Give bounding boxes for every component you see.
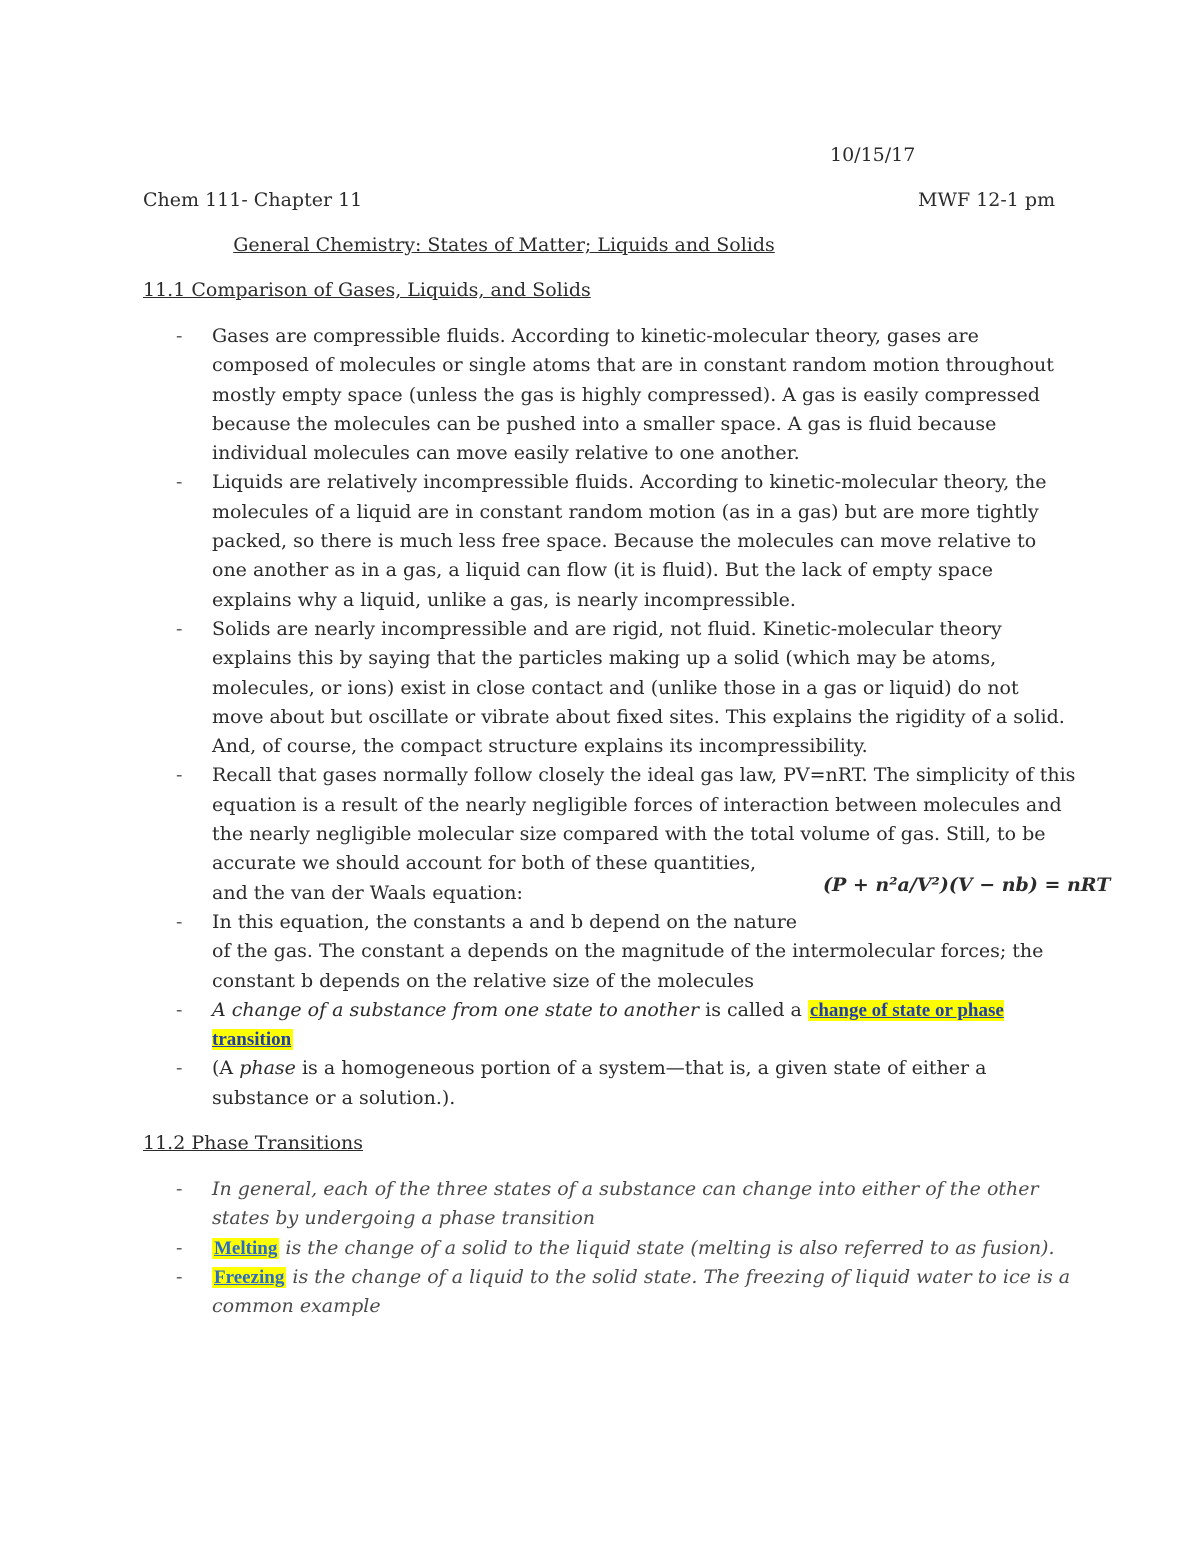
section-1-list (176, 322, 1076, 1113)
list-item (176, 322, 1076, 468)
schedule-label: MWF 12-1 pm (918, 189, 1056, 211)
list-item (176, 1175, 1076, 1234)
list-item (176, 615, 1076, 761)
bullet-text: is the change of a liquid to the solid state. The freezing of liquid water to ice is a common example (212, 1265, 1071, 1318)
bullet-text: and the van der Waals equation: (212, 881, 523, 904)
section-heading-11-2: 11.2 Phase Transitions (143, 1132, 364, 1154)
section-heading-11-1: 11.1 Comparison of Gases, Liquids, and Solids (143, 279, 591, 301)
bullet-text: of the gas. The constant a depends on the magnitude of the intermolecular forces; the constant b depends on the relative size of the molecules (212, 940, 1044, 992)
highlighted-term[interactable]: Freezing (214, 1266, 285, 1288)
list-item (176, 1263, 1076, 1322)
list-item (176, 996, 1076, 1055)
bullet-text: Recall that gases normally follow closely the ideal gas law, PV=nRT. The simplicity of this equation is a result of the nearly negligible forces of interaction between molecules and the nearly negligible molecular size compared with the total volume of gas. Still, to be accurate we should account for both of these quantities, (212, 764, 1076, 875)
italic-text: A change of a substance from one state to another (212, 998, 700, 1021)
van-der-waals-equation: (P + n²a/V²)(V − nb) = nRT (823, 874, 1111, 896)
list-item (176, 1234, 1076, 1263)
bullet-text: Gases are compressible fluids. According to kinetic-molecular theory, gases are composed of molecules or single atoms that are in constant random motion throughout mostly empty space (unless the gas is highly compressed). A gas is easily compressed because the molecules can be pushed into a smaller space. A gas is fluid because individual molecules can move easily relative to one another. (212, 325, 1054, 465)
bullet-text: (A (212, 1057, 240, 1080)
bullet-text: Solids are nearly incompressible and are rigid, not fluid. Kinetic-molecular theory explains this by saying that the particles making up a solid (which may be atoms, molecules, or ions) exist in close contact and (unlike those in a gas or liquid) do not move about but oscillate or vibrate about fixed sites. This explains the rigidity of a solid. And, of course, the compact structure explains its incompressibility. (212, 617, 1065, 758)
bullet-text: is a homogeneous portion of a system—that is, a given state of either a substance or a solution.). (212, 1057, 987, 1109)
bullet-text: is called a (699, 998, 808, 1021)
italic-text: phase (239, 1057, 296, 1080)
date: 10/15/17 (830, 144, 916, 166)
document-title: General Chemistry: States of Matter; Liquids and Solids (233, 234, 775, 256)
highlighted-term[interactable]: change of state or phase transition (212, 999, 1004, 1051)
bullet-text: In general, each of the three states of a substance can change into either of the other states by undergoing a phase transition (212, 1178, 1039, 1230)
bullet-text: In this equation, the constants a and b depend on the nature (212, 910, 798, 933)
course-label: Chem 111- Chapter 11 (143, 189, 363, 211)
section-2-list (176, 1175, 1076, 1321)
highlighted-term[interactable]: Melting (214, 1237, 278, 1259)
list-item (176, 1054, 1076, 1113)
list-item (176, 468, 1076, 614)
bullet-text: is the change of a solid to the liquid state (melting is also referred to as fusion). (279, 1236, 1055, 1259)
bullet-text: Liquids are relatively incompressible fluids. According to kinetic-molecular theory, the molecules of a liquid are in constant random motion (as in a gas) but are more tightly packed, so there is much less free space. Because the molecules can move relative to one another as in a gas, a liquid can flow (it is fluid). But the lack of empty space explains why a liquid, unlike a gas, is nearly incompressible. (212, 471, 1047, 611)
list-item (176, 908, 1076, 996)
